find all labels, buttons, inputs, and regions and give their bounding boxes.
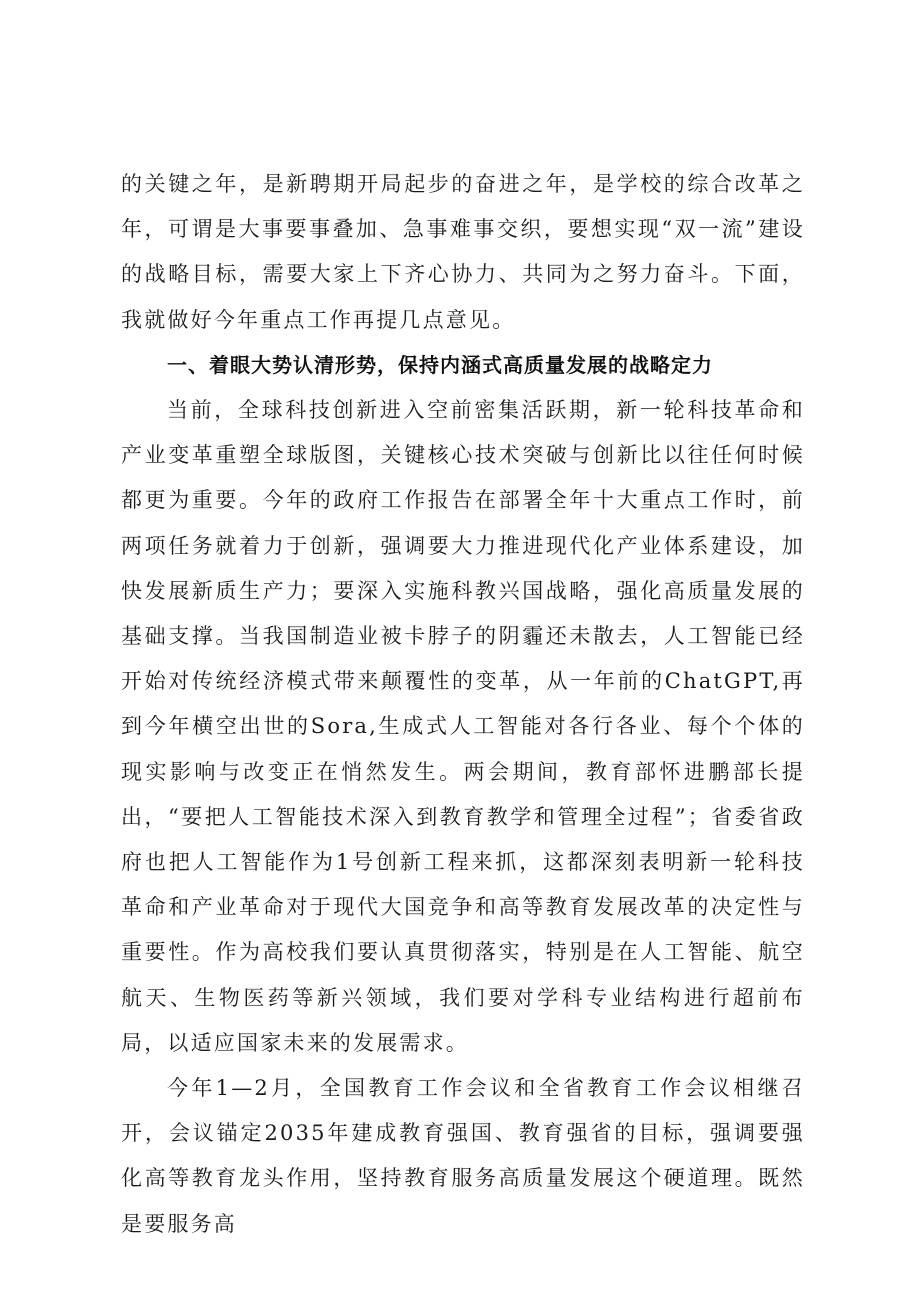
paragraph-education-conference: 今年1—2月，全国教育工作会议和全省教育工作会议相继召开，会议锚定2035年建成教育强国、教育强省的目标，强调要强化高等教育龙头作用，坚持教育服务高质量发展这个硬道理。既然是要服务高 xyxy=(121,1076,805,1236)
paragraph-tech-innovation: 当前，全球科技创新进入空前密集活跃期，新一轮科技革命和产业变革重塑全球版图，关键核心技术突破与创新比以往任何时候都更为重要。今年的政府工作报告在部署全年十大重点工作时，前两项任务就着力于创新，强调要大力推进现代化产业体系建设，加快发展新质生产力；要深入实施科教兴国战略，强化高质量发展的基础支撑。当我国制造业被卡脖子的阴霾还未散去，人工智能已经开始对传统经济模式带来颠覆性的变革，从一年前的ChatGPT,再到今年横空出世的Sora,生成式人工智能对各行各业、每个个体的现实影响与改变正在悄然发生。两会期间，教育部怀进鹏部长提出，“要把人工智能技术深入到教育教学和管理全过程”；省委省政府也把人工智能作为1号创新工程来抓，这都深刻表明新一轮科技革命和产业革命对于现代大国竞争和高等教育发展改革的决定性与重要性。作为高校我们要认真贯彻落实，特别是在人工智能、航空航天、生物医药等新兴领域，我们要对学科专业结构进行超前布局，以适应国家未来的发展需求。 xyxy=(121,398,805,1055)
section-heading: 一、着眼大势认清形势，保持内涵式高质量发展的战略定力 xyxy=(167,352,713,377)
document-body xyxy=(121,162,805,1247)
paragraph-intro-continued: 的关键之年，是新聘期开局起步的奋进之年，是学校的综合改革之年，可谓是大事要事叠加、急事难事交织，要想实现“双一流”建设的战略目标，需要大家上下齐心协力、共同为之努力奋斗。下面，我就做好今年重点工作再提几点意见。 xyxy=(121,172,805,332)
